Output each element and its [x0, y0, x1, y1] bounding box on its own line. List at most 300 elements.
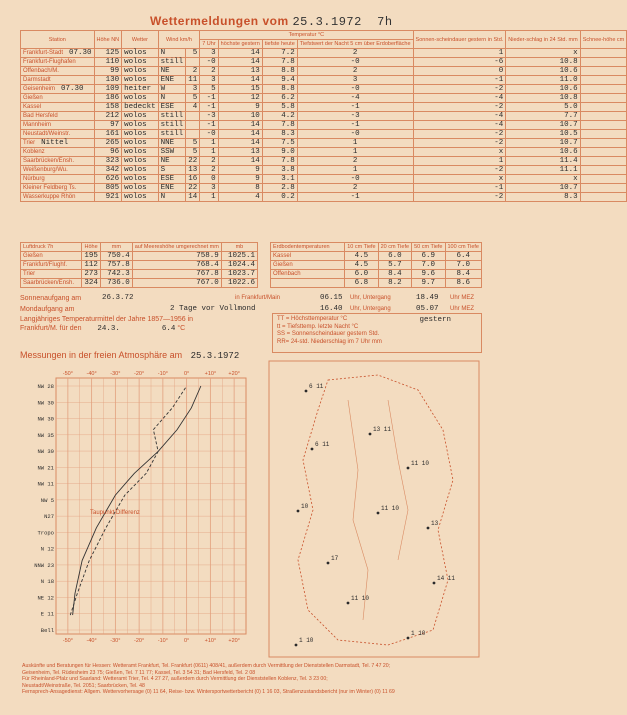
- temp-night: -0: [297, 58, 413, 67]
- temp-max: 10: [218, 112, 262, 121]
- precipitation: 10.6: [506, 67, 580, 76]
- temp-max: 14: [218, 49, 262, 58]
- temp-night: -0: [297, 130, 413, 139]
- soil-50: 7.0: [412, 261, 445, 270]
- wind-direction: still: [158, 121, 186, 130]
- y-tick-label: NW 35: [37, 431, 54, 439]
- station-value: 1 10: [299, 637, 314, 644]
- legend-line-3: SS = Sonnenscheindauer gestern Std.: [277, 331, 380, 337]
- soil-station: Offenbach: [271, 270, 345, 279]
- station-name: [21, 193, 95, 202]
- x-tick-label-bottom: 0°: [183, 638, 190, 644]
- wind-speed: 5: [186, 49, 200, 58]
- temp-max: 4: [218, 193, 262, 202]
- station-value: 13 11: [373, 426, 392, 433]
- temp-7: 0: [200, 175, 218, 184]
- wind-direction: NNE: [158, 139, 186, 148]
- sunshine: 1: [413, 157, 506, 166]
- soil-20: 6.0: [378, 252, 411, 261]
- station-name: [21, 58, 95, 67]
- temp-max: 8: [218, 184, 262, 193]
- temp-night: 2: [297, 157, 413, 166]
- x-tick-label-bottom: +20°: [228, 638, 240, 644]
- snow: [580, 193, 627, 202]
- soil-row: [271, 252, 482, 261]
- sunset-time: 18.49: [416, 294, 439, 302]
- snow: [580, 49, 627, 58]
- wind-direction: still: [158, 130, 186, 139]
- station-dot: [305, 390, 308, 393]
- station-name: [21, 49, 95, 58]
- station-value: 6 11: [315, 441, 330, 448]
- temp-7: -1: [200, 94, 218, 103]
- legend-line-4: RR= 24-std. Niederschlag im 7 Uhr mm: [277, 338, 382, 345]
- snow: [580, 112, 627, 121]
- x-tick-label-bottom: -20°: [134, 638, 145, 644]
- station-label: Weißenburg/Wu.: [23, 167, 68, 173]
- station-dot: [311, 448, 314, 451]
- station-weather: wolos: [122, 130, 159, 139]
- station-name: [21, 184, 95, 193]
- soil-col-station: Erdbodentemperaturen: [271, 243, 345, 252]
- station-note: Nittel: [41, 139, 69, 147]
- sunshine: x: [413, 175, 506, 184]
- station-name: [21, 139, 95, 148]
- table-row: [21, 67, 627, 76]
- sunshine: -2: [413, 130, 506, 139]
- long-term-label: Frankfurt/M. für den: [20, 325, 82, 332]
- precipitation: 7.7: [506, 112, 580, 121]
- temp-night: 2: [297, 49, 413, 58]
- title-text: Wettermeldungen vom: [150, 14, 289, 28]
- station-map: [268, 360, 480, 658]
- col-height: Höhe NN: [94, 31, 122, 49]
- precipitation: 10.6: [506, 148, 580, 157]
- table-row: [21, 148, 627, 157]
- wind-speed: [186, 130, 200, 139]
- wind-direction: N: [158, 193, 186, 202]
- station-note: 07.30: [69, 49, 92, 57]
- sunshine: -2: [413, 193, 506, 202]
- soil-50: 6.9: [412, 252, 445, 261]
- footer-line: Auskünfte und Beratungen für Hessen: Wetteramt Frankfurt, Tel. Frankfurt (0611) 408/41, außerdem durch Vermittlung der Dienststellen Darmstadt, Tel. 7 47 20;: [22, 663, 391, 669]
- snow: [580, 148, 627, 157]
- temp-7: -0: [200, 130, 218, 139]
- wind-direction: ENE: [158, 76, 186, 85]
- snow: [580, 166, 627, 175]
- wind-speed: 3: [186, 85, 200, 94]
- sunshine: -1: [413, 76, 506, 85]
- sunshine: -2: [413, 139, 506, 148]
- temp-max: 14: [218, 130, 262, 139]
- y-tick-label: NW 28: [37, 383, 54, 390]
- wind-direction: still: [158, 58, 186, 67]
- temp-min: 8.3: [262, 130, 297, 139]
- station-note: 07.30: [61, 85, 84, 93]
- pressure-col-mm-sea: auf Meereshöhe umgerechnet mm: [132, 243, 221, 252]
- wind-direction: N: [158, 49, 186, 58]
- station-label: Trier: [23, 140, 36, 146]
- pressure-mb: 1022.6: [221, 279, 257, 288]
- station-weather: wolos: [122, 121, 159, 130]
- temp-7: 1: [200, 193, 218, 202]
- table-header-row: [21, 31, 627, 40]
- pressure-col-mb: mb: [221, 243, 257, 252]
- temp-7: 3: [200, 49, 218, 58]
- sunrise-row: [20, 293, 482, 304]
- station-name: [21, 166, 95, 175]
- station-name: [21, 85, 95, 94]
- station-label: Mannheim: [23, 122, 52, 128]
- soil-20: 8.2: [378, 279, 411, 288]
- footer-line: Fernsprech-Ansagedienst: Allgem. Wettervorhersage (0) 11 64, Reise- bzw. Wintersportwetterbericht (0) 1 16 03, Straßenzustandsbericht (nur im Winter) (0) 11 69: [22, 689, 395, 696]
- soil-header-row: [271, 243, 482, 252]
- station-label: Nürburg: [23, 176, 45, 182]
- sunshine: -2: [413, 103, 506, 112]
- x-tick-label: 0°: [183, 371, 190, 377]
- wind-speed: 5: [186, 148, 200, 157]
- inner-border: [348, 400, 368, 620]
- pressure-mm-sea: 767.8: [132, 270, 221, 279]
- temp-max: 14: [218, 58, 262, 67]
- measurements-heading: [20, 350, 239, 361]
- y-tick-label: NW 11: [37, 480, 54, 488]
- x-tick-label: +10°: [204, 371, 217, 377]
- station-value: 13: [431, 520, 439, 527]
- soil-temp-table: [270, 242, 482, 288]
- station-height: 186: [94, 94, 122, 103]
- measurements-label: Messungen in der freien Atmosphäre am: [20, 350, 183, 360]
- col-station: Station: [21, 31, 95, 49]
- pressure-row: [21, 279, 258, 288]
- temp-min: 8.8: [262, 67, 297, 76]
- soil-col-10: 10 cm Tiefe: [345, 243, 378, 252]
- pressure-col-station: Luftdruck 7h: [21, 243, 82, 252]
- station-height: 96: [94, 148, 122, 157]
- temp-night: 3: [297, 76, 413, 85]
- precipitation: 11.0: [506, 76, 580, 85]
- station-value: 11 10: [411, 460, 430, 467]
- x-tick-label-bottom: +10°: [204, 638, 217, 644]
- station-label: Offenbach/M.: [23, 68, 59, 74]
- temp-min: 3.8: [262, 166, 297, 175]
- pressure-height: 324: [82, 279, 101, 288]
- col-precip: Nieder-schlag in 24 Std. mm: [506, 31, 580, 49]
- station-label: Kleiner Feldberg Ts.: [23, 185, 77, 191]
- temp-7: 1: [200, 139, 218, 148]
- wind-direction: N: [158, 94, 186, 103]
- table-row: [21, 49, 627, 58]
- station-height: 158: [94, 103, 122, 112]
- col-temp-max: höchste gestern: [218, 40, 262, 49]
- moonrise-time: 16.40: [320, 305, 343, 313]
- sunrise-time: 06.15: [320, 294, 343, 302]
- station-weather: wolos: [122, 94, 159, 103]
- wind-direction: W: [158, 85, 186, 94]
- soil-20: 8.4: [378, 270, 411, 279]
- station-label: Geisenheim: [23, 86, 56, 92]
- station-weather: wolos: [122, 175, 159, 184]
- table-row: [21, 139, 627, 148]
- temp-night: -1: [297, 103, 413, 112]
- snow: [580, 85, 627, 94]
- wind-speed: 14: [186, 193, 200, 202]
- precipitation: 10.7: [506, 139, 580, 148]
- atmosphere-chart: [20, 364, 260, 654]
- station-label: Neustadt/Weinstr.: [23, 131, 71, 137]
- station-name: [21, 67, 95, 76]
- temp-night: 1: [297, 139, 413, 148]
- temp-night: -4: [297, 94, 413, 103]
- temp-7: -3: [200, 112, 218, 121]
- table-row: [21, 130, 627, 139]
- col-temp-night: Tiefstwert der Nacht 5 cm über Erdoberfläche: [297, 40, 413, 49]
- station-height: 99: [94, 67, 122, 76]
- station-height: 626: [94, 175, 122, 184]
- sun-mez: Uhr MEZ: [450, 295, 474, 301]
- wind-direction: ESE: [158, 175, 186, 184]
- snow: [580, 139, 627, 148]
- temp-min: 5.8: [262, 103, 297, 112]
- y-tick-label: NW 21: [37, 464, 54, 472]
- wind-direction: still: [158, 112, 186, 121]
- temp-min: 8.8: [262, 85, 297, 94]
- station-name: [21, 103, 95, 112]
- station-dot: [377, 512, 380, 515]
- station-weather: wolos: [122, 49, 159, 58]
- sunshine: x: [413, 148, 506, 157]
- x-tick-label: -50°: [62, 371, 73, 377]
- measurements-date: 25.3.1972: [190, 351, 240, 361]
- sunshine: -1: [413, 184, 506, 193]
- col-temp-min: tiefste heute: [262, 40, 297, 49]
- station-name: [21, 148, 95, 157]
- temp-7: 2: [200, 67, 218, 76]
- precipitation: 10.8: [506, 58, 580, 67]
- temp-max: 13: [218, 67, 262, 76]
- x-tick-label-bottom: -40°: [86, 638, 97, 644]
- station-label: Darmstadt: [23, 77, 51, 83]
- temp-min: 9.0: [262, 148, 297, 157]
- long-term-mean: [20, 315, 193, 334]
- temp-7: 3: [200, 76, 218, 85]
- temp-7: -1: [200, 121, 218, 130]
- y-tick-label: NNW 23: [34, 561, 54, 569]
- temp-max: 14: [218, 121, 262, 130]
- soil-row: [271, 261, 482, 270]
- soil-10: 4.5: [345, 252, 378, 261]
- wind-speed: 11: [186, 76, 200, 85]
- pressure-mm: 742.3: [100, 270, 132, 279]
- soil-col-20: 20 cm Tiefe: [378, 243, 411, 252]
- wind-speed: [186, 58, 200, 67]
- taupunkt-label: Taupunkt Differenz: [90, 510, 140, 516]
- pressure-mm-sea: 767.0: [132, 279, 221, 288]
- snow: [580, 121, 627, 130]
- station-height: 265: [94, 139, 122, 148]
- wind-direction: NE: [158, 157, 186, 166]
- station-value: 6 11: [309, 383, 324, 390]
- x-tick-label-bottom: -50°: [62, 638, 73, 644]
- inner-border: [388, 400, 408, 560]
- table-row: [21, 58, 627, 67]
- legend-line-2: tt = Tiefsttemp. letzte Nacht °C: [277, 323, 359, 330]
- col-wind: Wind km/h: [158, 31, 200, 49]
- temp-min: 4.2: [262, 112, 297, 121]
- soil-100: 8.4: [445, 270, 482, 279]
- station-weather: wolos: [122, 58, 159, 67]
- soil-row: [271, 279, 482, 288]
- sunset-label: Uhr, Untergang: [350, 295, 391, 301]
- sunshine: -2: [413, 85, 506, 94]
- station-height: 110: [94, 58, 122, 67]
- sun-moon-block: [20, 293, 482, 315]
- station-height: 212: [94, 112, 122, 121]
- soil-10: 6.8: [345, 279, 378, 288]
- station-dot: [433, 582, 436, 585]
- station-height: 921: [94, 193, 122, 202]
- table-row: [21, 94, 627, 103]
- temp-night: -3: [297, 112, 413, 121]
- pressure-mm-sea: 768.4: [132, 261, 221, 270]
- station-value: 17: [331, 555, 339, 562]
- temp-night: -0: [297, 85, 413, 94]
- sunrise-label: Sonnenaufgang am: [20, 295, 82, 302]
- station-name: [21, 130, 95, 139]
- sunshine: -6: [413, 58, 506, 67]
- y-tick-label: NW 5: [40, 496, 54, 504]
- pressure-header-row: [21, 243, 258, 252]
- long-term-value: 6.4: [161, 325, 176, 333]
- col-sun: Sonnen-scheindauer gestern in Std.: [413, 31, 506, 49]
- pressure-station: Saarbrücken/Ensh.: [21, 279, 82, 288]
- pressure-table: [20, 242, 258, 288]
- precipitation: 11.1: [506, 166, 580, 175]
- temp-7: 1: [200, 148, 218, 157]
- pressure-row: [21, 252, 258, 261]
- station-weather: wolos: [122, 166, 159, 175]
- temp-max: 15: [218, 85, 262, 94]
- temp-max: 14: [218, 157, 262, 166]
- station-value: 14 11: [437, 575, 456, 582]
- pressure-mm: 750.4: [100, 252, 132, 261]
- pressure-col-height: Höhe: [82, 243, 101, 252]
- station-weather: wolos: [122, 76, 159, 85]
- sunshine: -4: [413, 121, 506, 130]
- station-height: 323: [94, 157, 122, 166]
- station-name: [21, 94, 95, 103]
- moon-mez: Uhr MEZ: [450, 306, 474, 312]
- wind-speed: [186, 112, 200, 121]
- snow: [580, 130, 627, 139]
- wind-speed: [186, 121, 200, 130]
- precipitation: 5.0: [506, 103, 580, 112]
- station-label: Kassel: [23, 104, 42, 110]
- soil-100: 6.4: [445, 252, 482, 261]
- legend-gestern: gestern: [419, 316, 451, 324]
- long-term-line2: [20, 324, 193, 334]
- snow: [580, 94, 627, 103]
- wind-direction: NE: [158, 67, 186, 76]
- station-name: [21, 112, 95, 121]
- precipitation: 10.8: [506, 94, 580, 103]
- station-height: 125: [94, 49, 122, 58]
- pressure-height: 273: [82, 270, 101, 279]
- temp-night: 2: [297, 184, 413, 193]
- station-name: [21, 76, 95, 85]
- x-tick-label-bottom: -10°: [157, 638, 168, 644]
- soil-50: 9.6: [412, 270, 445, 279]
- soil-20: 5.7: [378, 261, 411, 270]
- pressure-station: Trier: [21, 270, 82, 279]
- station-dot: [407, 637, 410, 640]
- temp-7: 2: [200, 166, 218, 175]
- temp-min: 7.8: [262, 121, 297, 130]
- station-weather: wolos: [122, 139, 159, 148]
- table-row: [21, 166, 627, 175]
- y-tick-label: E 11: [40, 610, 54, 618]
- wind-speed: 5: [186, 139, 200, 148]
- station-dot: [407, 467, 410, 470]
- temp-night: -1: [297, 121, 413, 130]
- sunshine: 1: [413, 49, 506, 58]
- table-row: [21, 85, 627, 94]
- soil-row: [271, 270, 482, 279]
- wind-speed: 22: [186, 157, 200, 166]
- col-snow: Schnee-höhe cm: [580, 31, 627, 49]
- station-value: 10: [301, 503, 309, 510]
- soil-100: 8.6: [445, 279, 482, 288]
- precipitation: x: [506, 49, 580, 58]
- sunshine: -2: [413, 166, 506, 175]
- station-height: 342: [94, 166, 122, 175]
- station-dot: [327, 562, 330, 565]
- region-border: [298, 375, 456, 645]
- table-row: [21, 103, 627, 112]
- snow: [580, 67, 627, 76]
- precipitation: 8.3: [506, 193, 580, 202]
- y-tick-label: NW 30: [37, 448, 54, 456]
- x-tick-label: -30°: [110, 371, 121, 377]
- temp-min: 7.2: [262, 49, 297, 58]
- footer-line: Geisenheim, Tel. Rüdesheim 23 75; Gießen, Tel. 7 11 77; Kassel, Tel. 3 54 31; Bad Hersfeld, Tel. 2 08: [22, 669, 256, 676]
- soil-station: Kassel: [271, 252, 345, 261]
- pressure-station: Frankfurt/Flughf.: [21, 261, 82, 270]
- table-row: [21, 76, 627, 85]
- temp-min: 7.5: [262, 139, 297, 148]
- station-label: Frankfurt-Flughafen: [23, 59, 76, 65]
- x-tick-label-bottom: -30°: [110, 638, 121, 644]
- station-weather: wolos: [122, 67, 159, 76]
- temp-min: 9.4: [262, 76, 297, 85]
- station-weather: wolos: [122, 184, 159, 193]
- temp-min: 0.2: [262, 193, 297, 202]
- temp-night: -0: [297, 175, 413, 184]
- soil-col-50: 50 cm Tiefe: [412, 243, 445, 252]
- temp-max: 9: [218, 166, 262, 175]
- precipitation: x: [506, 175, 580, 184]
- table-row: [21, 112, 627, 121]
- soil-10: 4.5: [345, 261, 378, 270]
- pressure-mb: 1023.7: [221, 270, 257, 279]
- temp-7: 2: [200, 157, 218, 166]
- soil-100: 7.0: [445, 261, 482, 270]
- precipitation: 10.5: [506, 130, 580, 139]
- wind-speed: 16: [186, 175, 200, 184]
- y-tick-label: N27: [44, 513, 54, 521]
- x-tick-label: -20°: [134, 371, 145, 377]
- station-weather: wolos: [122, 193, 159, 202]
